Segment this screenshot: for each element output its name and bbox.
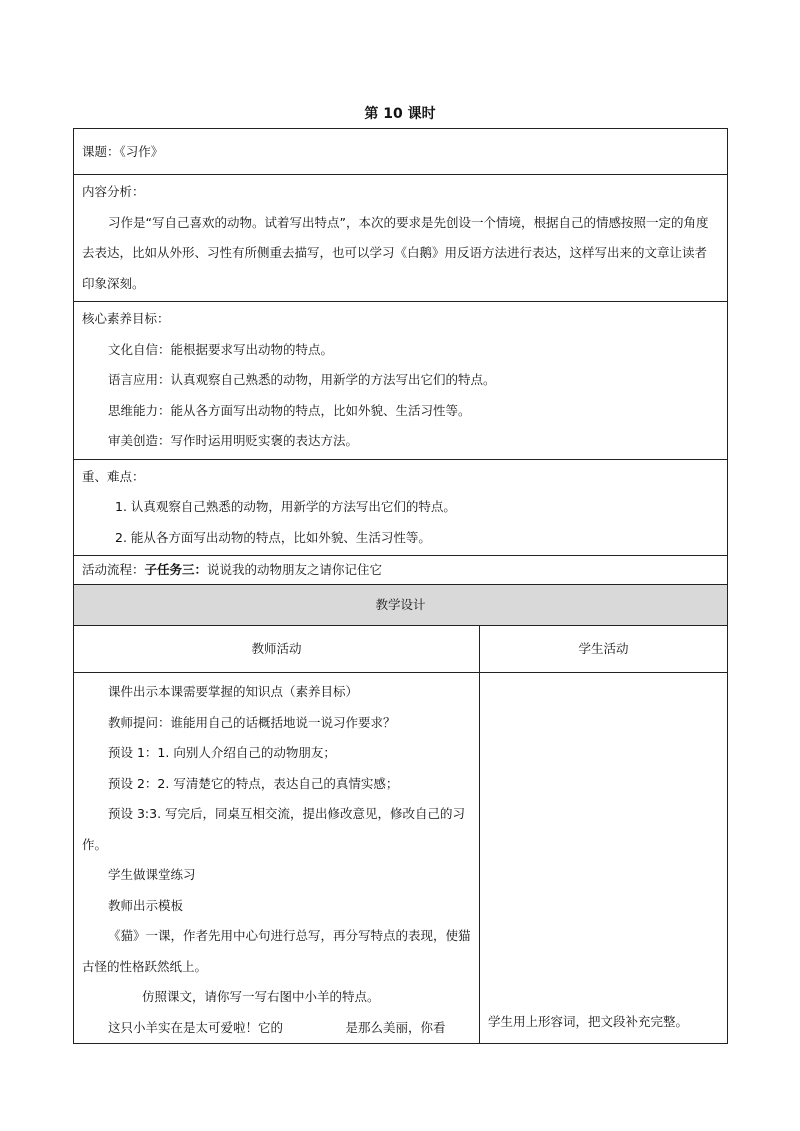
topic-value: 《习作》 bbox=[119, 144, 164, 159]
topic-label: 课题： bbox=[82, 144, 120, 159]
teacher-line: 《猫》一课，作者先用中心句进行总写，再分写特点的表现，使猫古怪的性格跃然纸上。 bbox=[82, 928, 471, 974]
key-points-cell bbox=[74, 459, 728, 556]
core-goals-cell bbox=[74, 302, 728, 460]
core-goal-item: 审美创造：写作时运用明贬实褒的表达方法。 bbox=[108, 433, 359, 448]
topic-row bbox=[74, 129, 728, 175]
design-header-row bbox=[74, 585, 728, 626]
lesson-plan-table bbox=[73, 128, 728, 1044]
teacher-line: 教师出示模板 bbox=[108, 897, 184, 913]
core-goal-item: 文化自信：能根据要求写出动物的特点。 bbox=[108, 341, 334, 357]
topic-cell bbox=[74, 129, 728, 175]
student-column-header: 学生活动 bbox=[480, 626, 728, 673]
content-analysis-label: 内容分析： bbox=[82, 184, 145, 199]
activity-cell bbox=[74, 556, 728, 585]
content-analysis-cell bbox=[74, 175, 728, 302]
teacher-line: 教师提问：谁能用自己的话概括地说一说习作要求？ bbox=[108, 714, 396, 730]
teacher-line: 这只小羊实在是太可爱啦！它的 是那么美丽，你看 bbox=[108, 1019, 446, 1035]
activity-task: 子任务三： bbox=[144, 562, 208, 577]
teacher-line: 预设 3:3. 写完后，同桌互相交流，提出修改意见，修改自己的习作。 bbox=[82, 806, 466, 852]
activity-text: 说说我的动物朋友之请你记住它 bbox=[207, 562, 383, 577]
content-analysis-text: 习作是“写自己喜欢的动物。试着写出特点”，本次的要求是先创设一个情境，根据自己的情感按照一定的角度去表达，比如从外形、习性有所侧重去描写，也可以学习《白鹅》用反语方法进行表达，这样写出来的文章让读者印象深刻。 bbox=[82, 214, 709, 291]
core-goals-label: 核心素养目标： bbox=[82, 311, 170, 326]
teacher-line: 预设 1：1. 向别人介绍自己的动物朋友； bbox=[108, 745, 336, 760]
column-header-row bbox=[74, 626, 728, 673]
teacher-activity-cell bbox=[74, 673, 480, 1044]
design-header: 教学设计 bbox=[74, 585, 728, 626]
teacher-line: 仿照课文，请你写一写右图中小羊的特点。 bbox=[142, 989, 380, 1004]
teacher-line: 课件出示本课需要掌握的知识点（素养目标） bbox=[108, 684, 359, 699]
content-analysis-row bbox=[74, 175, 728, 302]
teacher-column-header: 教师活动 bbox=[74, 626, 480, 673]
key-points-label: 重、难点： bbox=[82, 468, 145, 484]
activity-row bbox=[74, 556, 728, 585]
teacher-line: 预设 2：2. 写清楚它的特点，表达自己的真情实感； bbox=[108, 775, 399, 791]
core-goal-item: 语言应用：认真观察自己熟悉的动物，用新学的方法写出它们的特点。 bbox=[108, 372, 496, 387]
student-activity-text: 学生用上形容词，把文段补充完整。 bbox=[488, 1013, 689, 1029]
key-point-item: 2. 能从各方面写出动物的特点，比如外貌、生活习性等。 bbox=[115, 529, 431, 545]
teacher-line: 学生做课堂练习 bbox=[108, 867, 196, 882]
core-goal-item: 思维能力：能从各方面写出动物的特点，比如外貌、生活习性等。 bbox=[108, 402, 471, 418]
key-point-item: 1. 认真观察自己熟悉的动物，用新学的方法写出它们的特点。 bbox=[115, 499, 456, 514]
key-points-row bbox=[74, 459, 728, 556]
activity-body-row bbox=[74, 673, 728, 1044]
student-activity-cell bbox=[480, 673, 728, 1044]
page-title: 第 10 课时 bbox=[364, 106, 436, 122]
activity-label: 活动流程： bbox=[82, 562, 145, 577]
core-goals-row bbox=[74, 302, 728, 460]
